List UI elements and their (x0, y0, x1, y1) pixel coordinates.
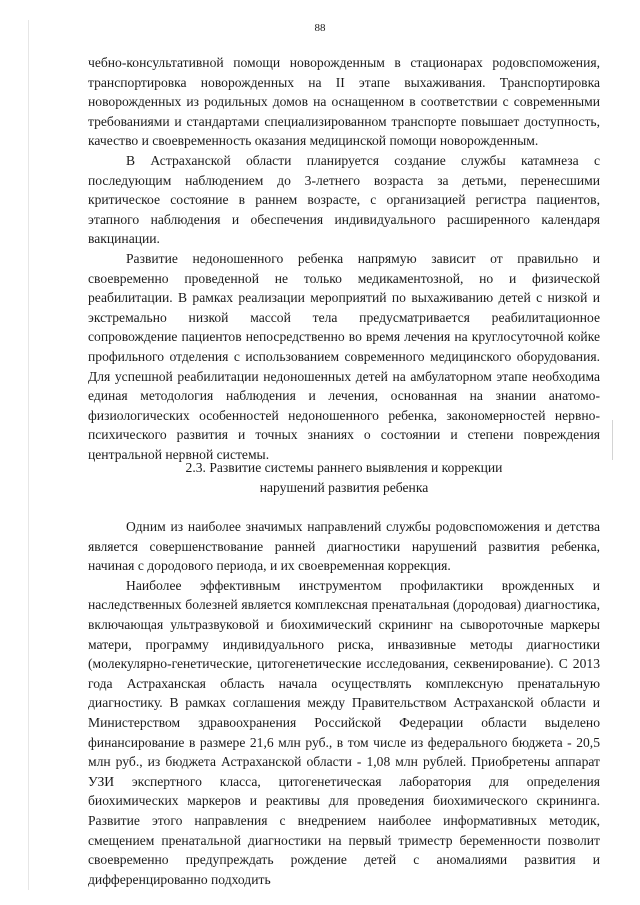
scan-mark-right (612, 420, 613, 460)
text-block-2 (88, 517, 600, 889)
paragraph-rehabilitation: Развитие недоношенного ребенка напрямую зависит от правильно и своевременно проведенной не только медикаментозной, но и физической реабилитации. В рамках реализации мероприятий по выхаживанию детей с низкой и экстремально низкой массой тела предусматривается реабилитационное сопровождение пациентов непосредственно во время лечения на круглосуточной койке профильного отделения с использованием современного медицинского оборудования. Для успешной реабилитации недоношенных детей на амбулаторном этапе необходима единая методология наблюдения и лечения, основанная на знании анатомо-физиологических особенностей недоношенного ребенка, закономерностей нервно-психического развития и точных знаниях о состоянии и степени повреждения центральной нервной системы. (88, 250, 600, 462)
section-heading-line-1: 2.3. Развитие системы раннего выявления и коррекции (185, 460, 503, 475)
paragraph-early-diagnostics: Одним из наиболее значимых направлений службы родовспоможения и детства является совершенствование ранней диагностики нарушений развития ребенка, начиная с дородового периода, и их своевременная коррекция. (88, 519, 600, 574)
section-heading (88, 458, 600, 497)
paragraph-transport: чебно-консультативной помощи новорожденным в стационарах родовспоможения, транспортировка новорожденных на II этапе выхаживания. Транспортировка новорожденных из родильных домов на оснащенном в соответствии с современными требованиями и стандартами специализированном транспорте повышает доступность, качество и своевременность оказания медицинской помощи новорожденным. (88, 55, 600, 149)
scan-margin-line-left (28, 20, 29, 890)
page-number: 88 (314, 22, 326, 34)
section-heading-line-2: нарушений развития ребенка (259, 479, 429, 495)
text-block-1 (88, 53, 600, 464)
paragraph-catamnesis: В Астраханской области планируется создание службы катамнеза с последующим наблюдением до 3-летнего возраста за детьми, перенесшими критическое состояние в раннем возрасте, с организацией регистра пациентов, этапного наблюдения и обеспечения индивидуального расширенного календаря вакцинации. (88, 152, 600, 247)
paragraph-prenatal-diagnostics: Наиболее эффективным инструментом профилактики врожденных и наследственных болезней является комплексная пренатальная (дородовая) диагностика, включающая ультразвуковой и биохимический скрининг на сывороточные маркеры матери, программу индивидуального риска, инвазивные методы диагностики (молекулярно-генетические, цитогенетические исследования, секвенирование). С 2013 года Астраханская область начала осуществлять комплексную пренатальную диагностику. В рамках соглашения между Правительством Астраханской области и Министерством здравоохранения Российской Федерации области выделено финансирование в размере 21,6 млн руб., в том числе из федерального бюджета - 20,5 млн руб., из бюджета Астраханской области - 1,08 млн рублей. Приобретены аппарат УЗИ экспертного класса, цитогенетическая лаборатория для определения биохимических маркеров и реактивы для проведения биохимического скрининга. Развитие этого направления с внедрением наиболее информативных методик, смещением пренатальной диагностики на первый триместр беременности позволит своевременно предупреждать рождение детей с аномалиями развития и дифференцированно подходить (88, 577, 600, 887)
